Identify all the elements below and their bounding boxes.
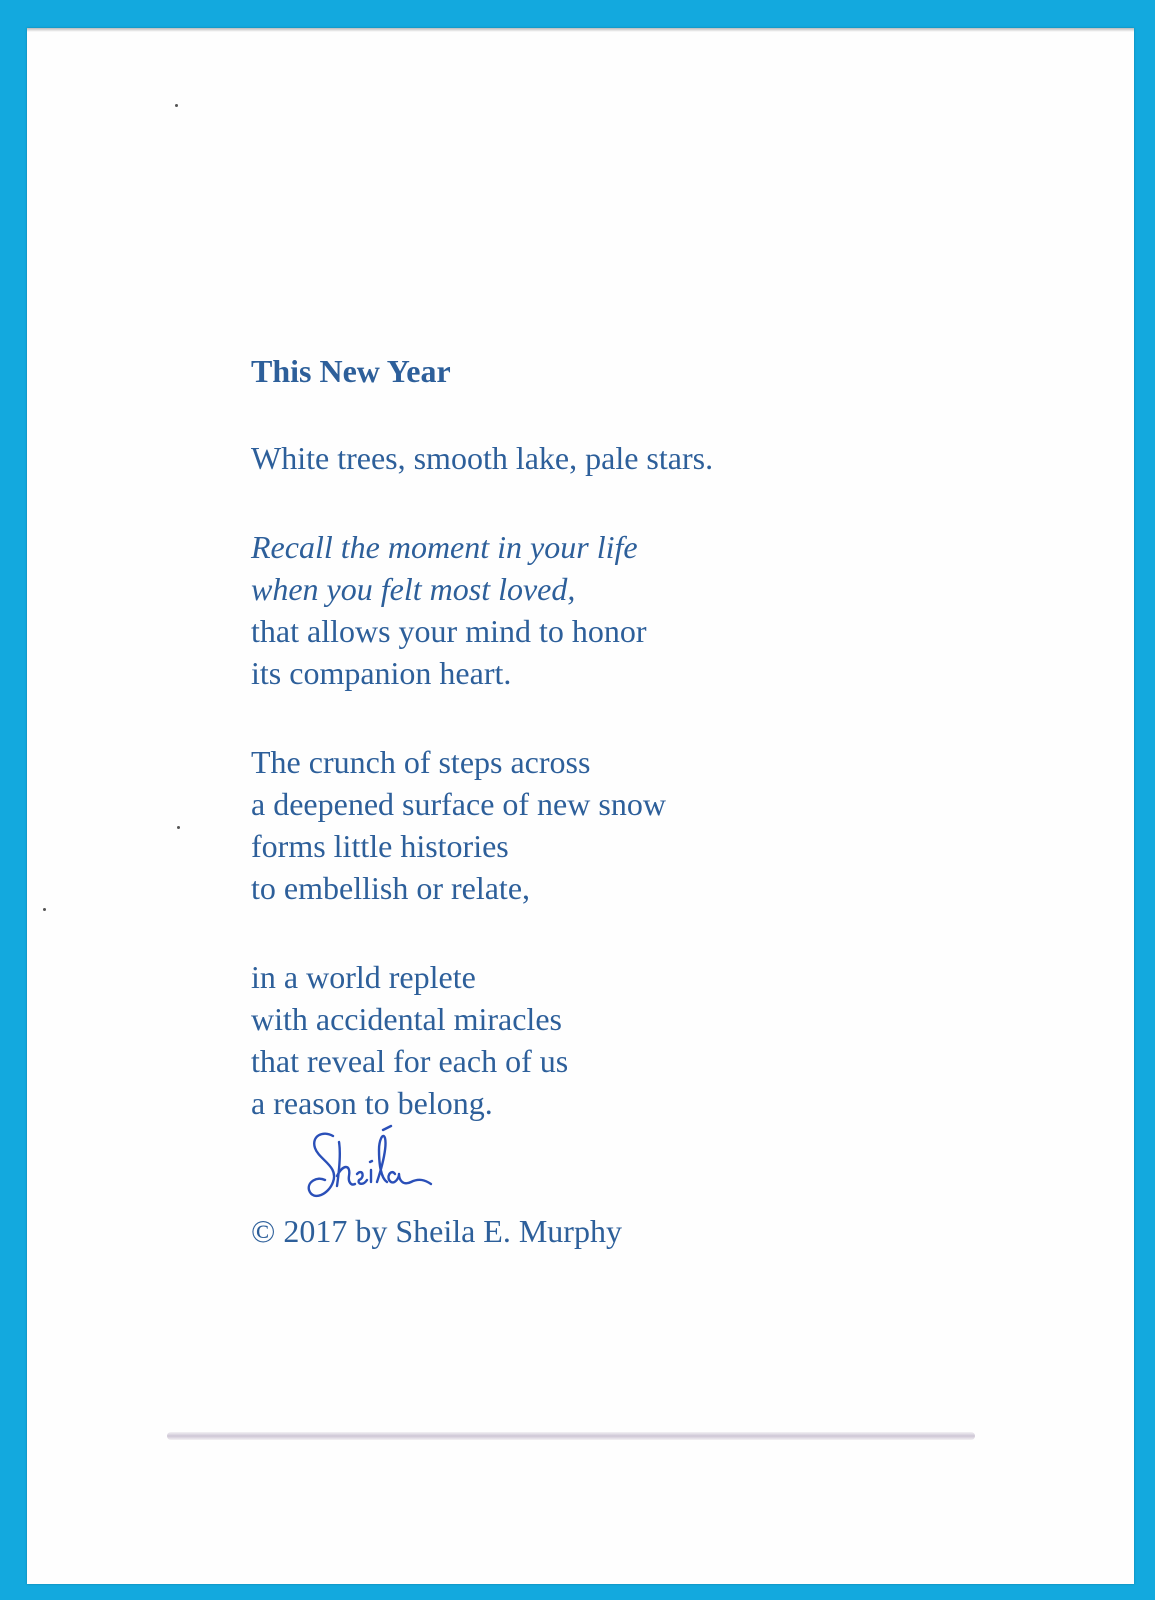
poem-line: its companion heart. (251, 655, 512, 691)
copyright-notice: © 2017 by Sheila E. Murphy (251, 1213, 622, 1249)
poem-line: forms little histories (251, 828, 509, 864)
handwritten-signature (299, 1124, 449, 1214)
poem-line: that reveal for each of us (251, 1043, 569, 1079)
poem-line: White trees, smooth lake, pale stars. (251, 440, 714, 476)
bottom-crease (167, 1432, 975, 1440)
poem-line: The crunch of steps across (251, 744, 591, 780)
stanza-4 (251, 956, 713, 1124)
poem-line: when you felt most loved, (251, 571, 576, 607)
stanza-2 (251, 526, 713, 694)
poem-line: a reason to belong. (251, 1085, 493, 1121)
poem-line: a deepened surface of new snow (251, 786, 666, 822)
card-top-edge (27, 28, 1134, 32)
poem-title: This New Year (251, 353, 451, 389)
poem-line: in a world replete (251, 959, 476, 995)
poem (251, 350, 713, 1252)
poem-card (27, 28, 1134, 1584)
stanza-1 (251, 437, 713, 479)
poem-line: with accidental miracles (251, 1001, 562, 1037)
paper-speck (175, 104, 178, 107)
stanza-3 (251, 741, 713, 909)
paper-speck (177, 826, 180, 829)
poem-line: to embellish or relate, (251, 870, 531, 906)
poem-line: Recall the moment in your life (251, 529, 638, 565)
poem-line: that allows your mind to honor (251, 613, 647, 649)
paper-speck (43, 908, 46, 911)
